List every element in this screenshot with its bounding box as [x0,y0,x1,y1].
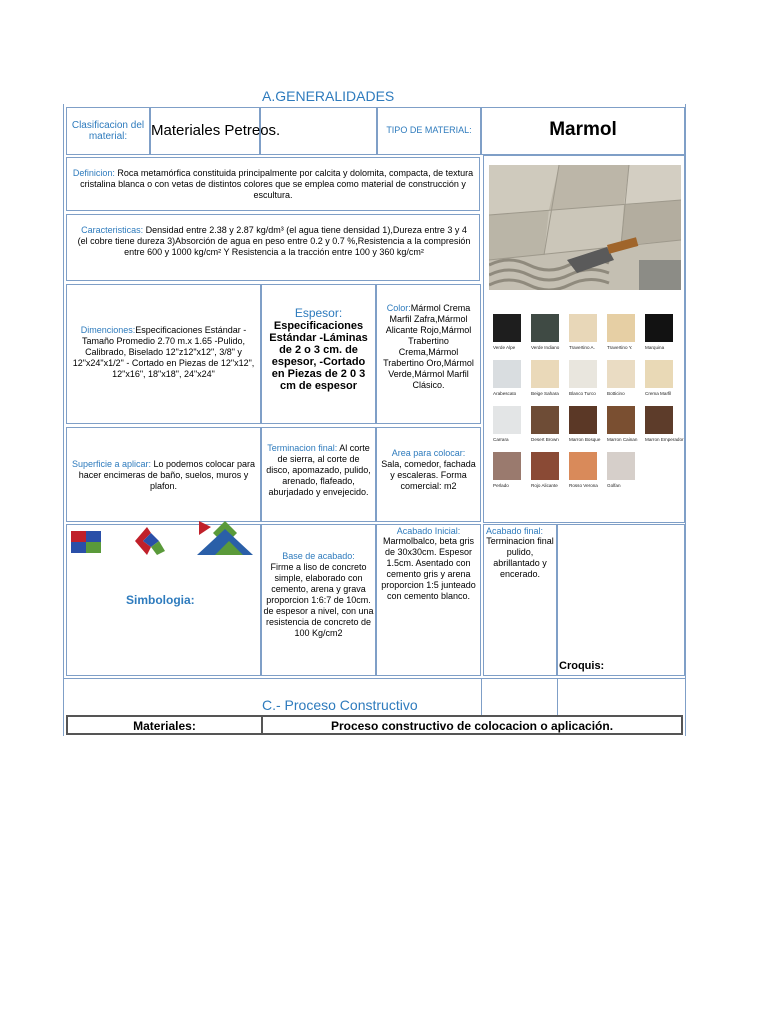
table-left-border [63,104,64,736]
marble-swatch [607,452,635,480]
marble-swatch-label: Marquina [645,345,665,350]
marble-swatch [569,406,597,434]
croquis-cell [557,524,685,676]
tipo-value: Marmol [549,119,617,140]
espesor-text: Especificaciones Estándar -Láminas de 2 o 3 cm. de espesor, -Cortado en Piezas de 2 0 3 cm de espesor [269,320,368,392]
marble-swatch-label: Marron Bosque [569,437,601,442]
marble-swatch [493,406,521,434]
section-a-title: A.GENERALIDADES [262,88,395,104]
caracteristicas-cell [66,214,480,281]
acabado-inicial-text: Marmolbalco, beta gris de 30x30cm. Espesor 1.5cm. Asentado con cemento gris y arena proporcion 1:5 junteado con cemento blanco. [381,536,476,601]
marble-swatch-label: Travertino Y. [607,345,633,350]
proceso-header-cell [263,715,683,735]
symbol-triangle-icon [195,519,257,561]
marble-swatch-label: Marron Emperador [645,437,684,442]
definicion-label: Definicion: [72,168,115,178]
section-c-top-line [63,678,685,679]
simbologia-label: Simbologia: [126,593,195,607]
dimenciones-text: Dimenciones:Especificaciones Estándar -Tamaño Promedio 2.70 m.x 1.65 -Pulido, Calibrado, Biselado 12"z12"x12", 3/8" y 12"x24"x1/2" - Cortado en Piezas de 12"x12", 12"x16", 18"x18", 24"x24" [72,325,255,379]
marble-swatch [645,360,673,388]
empty-cell-row1 [260,107,377,155]
tipo-label: TIPO DE MATERIAL: [386,125,472,135]
superficie-label: Superficie a aplicar: [71,459,151,469]
marble-installation-photo [489,165,681,290]
marble-swatch-label: Golfan [607,483,621,488]
croquis-label: Croquis: [559,660,605,672]
marble-swatch-label: Marron Cainan [607,437,638,442]
marble-swatch-label: Rosso Verona [569,483,598,488]
section-c-divider-2 [557,678,558,716]
symbol-squares-icon [69,527,109,557]
clasificacion-value-cell [150,107,281,155]
marble-swatch [607,406,635,434]
terminacion-label: Terminacion final: [267,443,338,453]
materiales-header-cell [66,715,263,735]
marble-swatch-label: Perlado [493,483,509,488]
espesor-cell [261,284,376,424]
marble-swatch-label: Travertino A. [569,345,595,350]
marble-swatch-label: Desert Brown [531,437,559,442]
simbologia-cell [66,524,261,676]
superficie-text: Superficie a aplicar: Lo podemos colocar para hacer encimeras de baño, suelos, muros y plafon. [71,459,256,491]
marble-swatch [531,360,559,388]
caracteristicas-text: Caracteristicas: Densidad entre 2.38 y 2.87 kg/dm³ (el agua tiene densidad 1),Dureza entre 3 y 4 (el cobre tiene dureza 3)Absorción de agua en peso entre 0.2 y 0.7 %,Resistencia a la compresión entre 600 y 1000 kg/cm² Y Resistencia a la tracción entre 100 y 360 kg/cm² [77,225,471,257]
clasificacion-cell [66,107,150,155]
tipo-value-cell [481,107,685,155]
materiales-header: Materiales: [133,719,196,733]
marble-swatch-label: Rojo Alicante [531,483,558,488]
marble-swatch [607,314,635,342]
marble-swatch [493,360,521,388]
marble-swatch-label: Carrara [493,437,509,442]
proceso-header: Proceso constructivo de colocacion o aplicación. [330,719,614,733]
clasificacion-label: Clasificacion del material: [71,120,145,142]
section-c-divider-1 [481,678,482,716]
dimenciones-label: Dimenciones: [80,325,136,335]
acabado-inicial-cell [376,524,481,676]
area-text: Sala, comedor, fachada y escaleras. Forma comercial: m2 [381,459,476,491]
terminacion-cell [261,427,376,522]
color-label: Color: [386,303,411,313]
base-cell [261,524,376,676]
marble-swatch-label: Verde Alpe [493,345,516,350]
definicion-text: Definicion: Roca metamórfica constituida principalmente por calcita y dolomita, compacta, de textura cristalina blanca o con vetas de distintos colores que se emplea como material de construcción y escultura. [72,168,474,200]
caracteristicas-label: Caracteristicas: [81,225,144,235]
marble-swatch-label: Blanco Turco [569,391,596,396]
marble-swatch [531,452,559,480]
table-right-border [685,104,686,736]
marble-swatch [531,406,559,434]
marble-swatch [645,406,673,434]
marble-swatch-label: Beige Sahara [531,391,559,396]
acabado-final-label: Acabado final: [486,526,544,536]
definicion-cell [66,157,480,211]
marble-swatch [531,314,559,342]
symbol-arrow-icon [131,525,171,559]
clasificacion-value: Materiales Petreos. [151,122,281,139]
marble-swatch [569,452,597,480]
espesor-label: Espesor: [294,306,343,320]
marble-swatch-label: Arabescato [493,391,517,396]
tipo-cell [377,107,481,155]
marble-swatch [493,452,521,480]
base-text: Firme a liso de concreto simple, elaborado con cemento, arena y grava proporcion 1:6:7 de 10cm. de espesor a nivel, con una resistencia de concreto de 100 Kg/cm2 [263,562,374,638]
base-label: Base de acabado: [282,551,355,561]
marble-swatch [607,360,635,388]
superficie-cell [66,427,261,522]
area-label: Area para colocar: [391,448,466,458]
section-c-title: C.- Proceso Constructivo [262,697,418,713]
marble-swatch [645,314,673,342]
dimenciones-cell [66,284,261,424]
area-cell [376,427,481,522]
acabado-inicial-label: Acabado Inicial: [396,526,461,536]
marble-swatch [569,314,597,342]
marble-swatch [493,314,521,342]
marble-swatch-label: Botticino [607,391,625,396]
color-text: Color:Mármol Crema Marfil Zafra,Mármol Alicante Rojo,Mármol Trabertino Crema,Mármol Trabertino Oro,Mármol Verde,Mármol Marfil Clásico. [383,303,474,390]
acabado-final-cell [483,524,557,676]
marble-swatches [489,310,684,495]
marble-swatch-label: Verde Indiano [531,345,560,350]
acabado-final-text: Terminacion final pulido, abrillantado y encerado. [486,536,554,579]
marble-swatch [569,360,597,388]
marble-swatch-label: Crema Marfil [645,391,672,396]
color-cell [376,284,481,424]
terminacion-text: Terminacion final: Al corte de sierra, al corte de disco, apomazado, pulido, arenado, flafeado, aburjadado y envejecido. [266,443,371,497]
